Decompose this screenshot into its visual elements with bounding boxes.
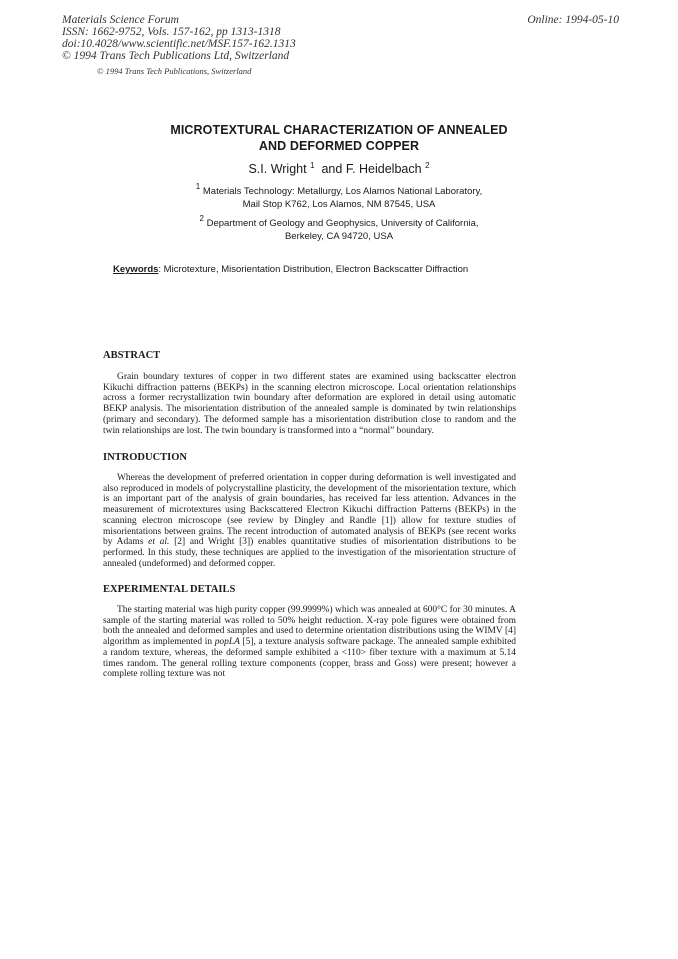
author-2: F. Heidelbach [345, 162, 422, 176]
publisher-line: © 1994 Trans Tech Publications Ltd, Switzerland [62, 50, 290, 62]
copyright-notice: © 1994 Trans Tech Publications, Switzerland [97, 66, 252, 76]
affiliation-1-line-1: Materials Technology: Metallurgy, Los Alamos National Laboratory, [202, 186, 483, 197]
author-2-affil-mark: 2 [425, 161, 430, 170]
doi-line: doi:10.4028/www.scientific.net/MSF.157-162.1313 [62, 38, 296, 50]
experimental-body [103, 605, 516, 680]
keywords [113, 264, 468, 275]
journal-name: Materials Science Forum [62, 14, 179, 26]
affiliation-1 [0, 182, 678, 211]
abstract-body [103, 372, 516, 436]
title-line-1: MICROTEXTURAL CHARACTERIZATION OF ANNEALED [170, 123, 508, 137]
author-1-affil-mark: 1 [310, 161, 315, 170]
software-name-popla: popLA [214, 637, 240, 648]
paper-title [0, 122, 678, 154]
abstract-heading: ABSTRACT [103, 350, 161, 361]
experimental-paragraph [103, 605, 516, 680]
affiliation-2-line-2: Berkeley, CA 94720, USA [284, 231, 394, 242]
introduction-paragraph [103, 473, 516, 569]
title-line-2: AND DEFORMED COPPER [258, 139, 420, 153]
journal-header [62, 14, 296, 62]
affiliation-2-mark: 2 [199, 214, 204, 223]
introduction-body [103, 473, 516, 569]
introduction-citation-etal: et al. [148, 537, 170, 548]
affiliation-2 [0, 214, 678, 243]
experimental-text-part-1: The starting material was high purity copper (99.9999%) which was annealed at 600°C for 30 minutes. A sample of the starting material was rolled to 50% height reduction. X-ray pole figures were obtained from both the annealed and deformed samples and used to determine orientation distributions using the WIMV [4] algorithm as implemented in [103, 605, 516, 648]
affiliation-2-line-1: Department of Geology and Geophysics, University of California, [206, 218, 479, 229]
keywords-label: Keywords [113, 264, 159, 275]
author-list [0, 162, 678, 176]
issn-line: ISSN: 1662-9752, Vols. 157-162, pp 1313-1318 [62, 26, 281, 38]
author-conjunction: and [321, 162, 343, 176]
affiliation-1-line-2: Mail Stop K762, Los Alamos, NM 87545, USA [242, 199, 436, 210]
affiliation-1-mark: 1 [195, 182, 201, 191]
experimental-heading: EXPERIMENTAL DETAILS [103, 584, 236, 595]
online-date: Online: 1994-05-10 [527, 14, 619, 26]
introduction-text-part-1: Whereas the development of preferred orientation in copper during deformation is well investigated and also reproduced in models of polycrystalline plasticity, the development of the misorientation texture, which is an important part of the analysis of grain boundaries, has received far less attention. Advances in the measurement of microtextures using Backscattered Electron Kikuchi diffraction Patterns (BEKPs) in the scanning electron microscope (see review by Dingley and Randle [1]) allow for texture studies of misorientations between grains. The recent introduction of automated analysis of BEKPs (see recent works by Adams [103, 473, 516, 548]
introduction-heading: INTRODUCTION [103, 452, 188, 463]
abstract-paragraph: Grain boundary textures of copper in two different states are examined using backscatter electron Kikuchi diffraction patterns (BEKPs) in the scanning electron microscope. Local orientation relationships across a former recrystallization twin boundary after deformation are explored in detail using automatic BEKP analysis. The misorientation distribution of the annealed sample is dominated by twin relationships (primary and secondary). The deformed sample has a misorientation distribution close to random and the twin relationships are lost. The twin boundary is transformed into a “normal” boundary. [103, 372, 516, 436]
introduction-text-part-2: [2] and Wright [3]) enables quantitative studies of misorientation distributions to be performed. In this study, these techniques are applied to the investigation of the misorientation structure of annealed (undeformed) and deformed copper. [103, 537, 516, 569]
author-1: S.I. Wright [248, 162, 307, 176]
experimental-text-part-2: [5], a texture analysis software package. The annealed sample exhibited a random texture, whereas, the deformed sample exhibited a <110> fiber texture with a maximum at 5.14 times random. The general rolling texture components (copper, brass and Goss) were present; however a complete rolling texture was not [103, 637, 516, 680]
keywords-text: : Microtexture, Misorientation Distribution, Electron Backscatter Diffraction [158, 264, 469, 275]
